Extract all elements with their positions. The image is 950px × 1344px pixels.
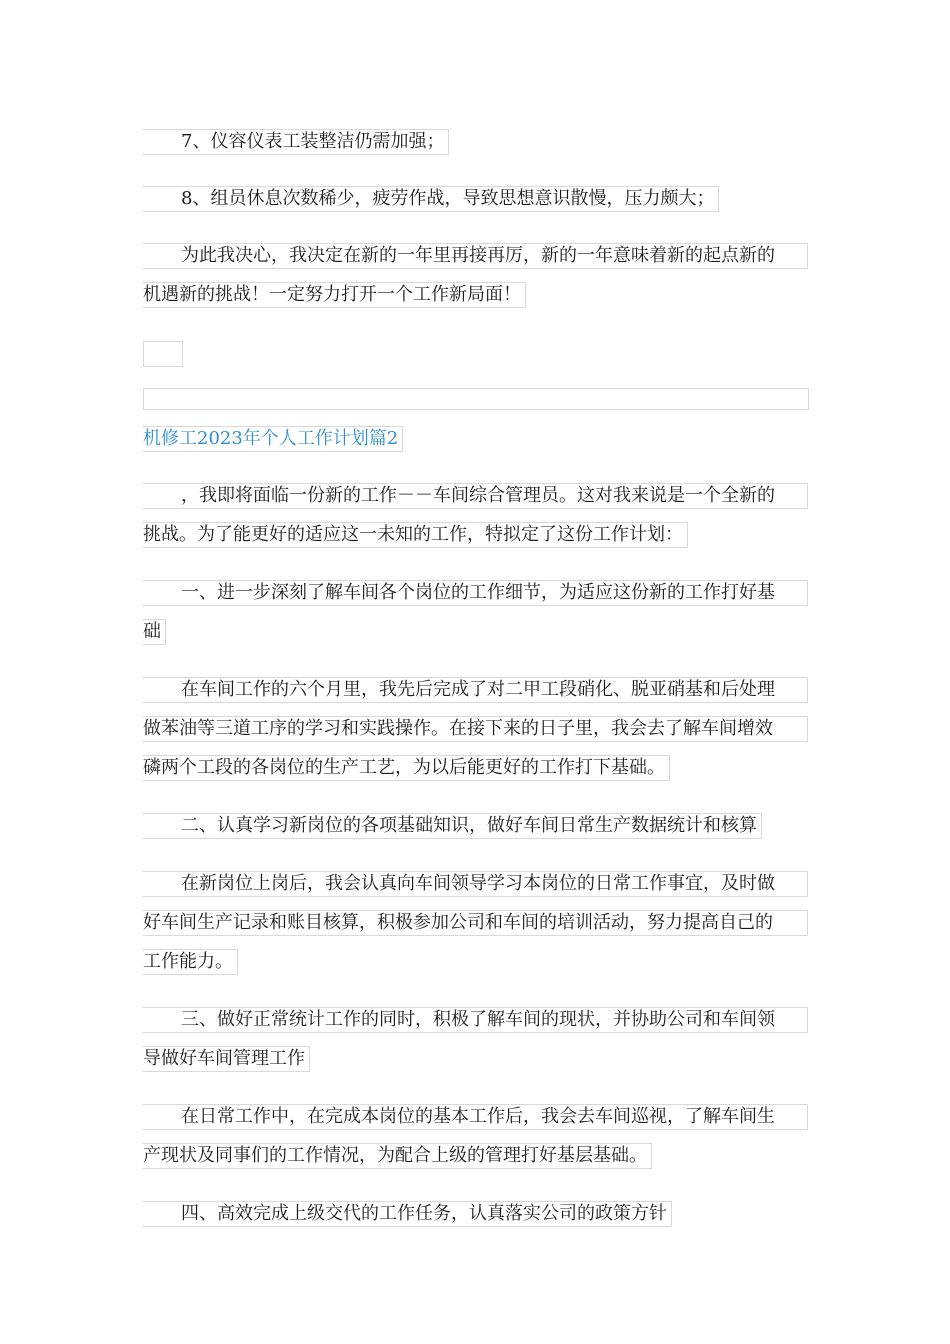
text-line: 为此我决心，我决定在新的一年里再接再厉，新的一年意味着新的起点新的 [143, 243, 808, 269]
paragraph-workshop [143, 677, 808, 703]
section-four [143, 1201, 672, 1227]
text-line: 在日常工作中，在完成本岗位的基本工作后，我会去车间巡视，了解车间生 [143, 1104, 808, 1130]
list-item-8 [143, 186, 719, 212]
paragraph-resolution [143, 243, 808, 269]
section-one-cont [143, 619, 166, 645]
paragraph-workshop-cont [143, 716, 808, 742]
paragraph-daily-work [143, 1104, 808, 1130]
paragraph-new-post [143, 871, 808, 897]
text-line: 二、认真学习新岗位的各项基础知识，做好车间日常生产数据统计和核算 [143, 813, 762, 839]
paragraph-daily-work-cont [143, 1143, 652, 1169]
paragraph-intro-cont [143, 522, 688, 548]
text-line: 础 [143, 619, 166, 645]
section-three [143, 1007, 808, 1033]
section-heading [143, 426, 403, 452]
paragraph-workshop-end [143, 755, 670, 781]
text-line: 7、仪容仪表工装整洁仍需加强； [143, 129, 449, 155]
text-line: 三、做好正常统计工作的同时，积极了解车间的现状，并协助公司和车间领 [143, 1007, 808, 1033]
text-line: 好车间生产记录和账目核算，积极参加公司和车间的培训活动，努力提高自己的 [143, 910, 808, 936]
paragraph-intro [143, 483, 808, 509]
text-line: 磷两个工段的各岗位的生产工艺，为以后能更好的工作打下基础。 [143, 755, 670, 781]
text-line: 做苯油等三道工序的学习和实践操作。在接下来的日子里，我会去了解车间增效 [143, 716, 808, 742]
text-line: 四、高效完成上级交代的工作任务，认真落实公司的政策方针 [143, 1201, 672, 1227]
paragraph-new-post-end [143, 949, 238, 975]
section-three-cont [143, 1046, 310, 1072]
text-line: 挑战。为了能更好的适应这一未知的工作，特拟定了这份工作计划： [143, 522, 688, 548]
list-item-7 [143, 129, 449, 155]
section-one [143, 580, 808, 606]
paragraph-new-post-cont [143, 910, 808, 936]
text-line: 工作能力。 [143, 949, 238, 975]
text-line: 在车间工作的六个月里，我先后完成了对二甲工段硝化、脱亚硝基和后处理 [143, 677, 808, 703]
text-line: 产现状及同事们的工作情况，为配合上级的管理打好基层基础。 [143, 1143, 652, 1169]
paragraph-resolution-cont [143, 282, 526, 308]
text-line: 8、组员休息次数稀少，疲劳作战，导致思想意识散慢，压力颇大； [143, 186, 719, 212]
text-line: 一、进一步深刻了解车间各个岗位的工作细节，为适应这份新的工作打好基 [143, 580, 808, 606]
section-two [143, 813, 762, 839]
text-line: 机遇新的挑战！一定努力打开一个工作新局面！ [143, 282, 526, 308]
empty-line-box [143, 341, 183, 367]
text-line: 在新岗位上岗后，我会认真向车间领导学习本岗位的日常工作事宜，及时做 [143, 871, 808, 897]
text-line: 导做好车间管理工作 [143, 1046, 310, 1072]
text-line: ，我即将面临一份新的工作－－车间综合管理员。这对我来说是一个全新的 [143, 483, 808, 509]
empty-line-box [143, 388, 809, 410]
heading-text: 机修工2023年个人工作计划篇2 [143, 426, 403, 452]
